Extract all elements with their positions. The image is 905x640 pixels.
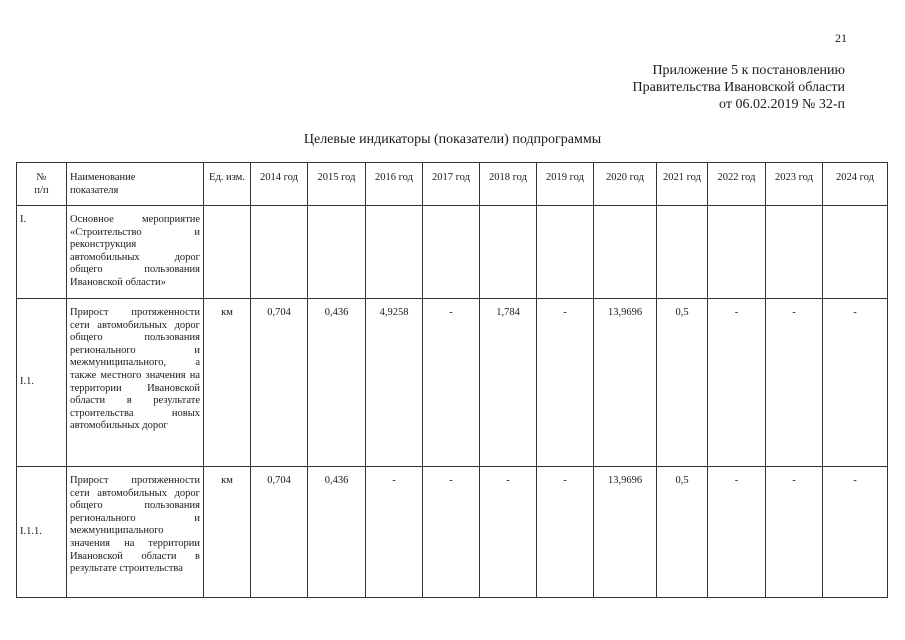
row-value: - xyxy=(823,467,888,598)
row-indicator-name: Основное мероприятие «Строительство и реконструкция автомобильных дорог общего пользования Ивановской области» xyxy=(67,206,204,299)
header-year: 2014 год xyxy=(251,163,308,206)
row-number: I.1.1. xyxy=(17,467,67,598)
header-year: 2023 год xyxy=(766,163,823,206)
row-value: - xyxy=(766,299,823,467)
header-year: 2017 год xyxy=(423,163,480,206)
table-row xyxy=(17,206,888,299)
row-value: 0,436 xyxy=(308,467,366,598)
row-indicator-name: Прирост протяженности сети автомобильных дорог общего пользования регионального и межмуниципального, а также местного значения на территории Ивановской области в результате строительства новых автомобильных дорог xyxy=(67,299,204,467)
row-value: - xyxy=(708,467,766,598)
row-value: - xyxy=(423,467,480,598)
row-value xyxy=(251,206,308,299)
row-value xyxy=(823,206,888,299)
row-value: - xyxy=(480,467,537,598)
table-row xyxy=(17,299,888,467)
row-value xyxy=(766,206,823,299)
row-value: 13,9696 xyxy=(594,467,657,598)
header-year: 2018 год xyxy=(480,163,537,206)
appendix-reference xyxy=(633,62,845,113)
row-value: 0,436 xyxy=(308,299,366,467)
header-year: 2016 год xyxy=(366,163,423,206)
row-unit xyxy=(204,206,251,299)
header-year: 2020 год xyxy=(594,163,657,206)
header-year: 2019 год xyxy=(537,163,594,206)
row-value xyxy=(366,206,423,299)
row-value: - xyxy=(766,467,823,598)
row-value: 13,9696 xyxy=(594,299,657,467)
row-unit: км xyxy=(204,467,251,598)
indicators-table xyxy=(16,162,888,598)
document-title: Целевые индикаторы (показатели) подпрограммы xyxy=(303,132,602,147)
appendix-line-2: Правительства Ивановской области xyxy=(632,80,845,95)
header-year: 2022 год xyxy=(708,163,766,206)
row-value: - xyxy=(423,299,480,467)
row-number: I.1. xyxy=(17,299,67,467)
row-value: - xyxy=(823,299,888,467)
header-year: 2015 год xyxy=(308,163,366,206)
appendix-line-3: от 06.02.2019 № 32-п xyxy=(719,97,845,112)
row-value xyxy=(537,206,594,299)
row-value: 0,5 xyxy=(657,299,708,467)
header-number: № п/п xyxy=(17,163,67,206)
row-value: - xyxy=(537,299,594,467)
header-year: 2021 год xyxy=(657,163,708,206)
row-value xyxy=(594,206,657,299)
row-value: 0,5 xyxy=(657,467,708,598)
row-value: 1,784 xyxy=(480,299,537,467)
row-value xyxy=(657,206,708,299)
row-value xyxy=(308,206,366,299)
row-value: - xyxy=(366,467,423,598)
row-value: - xyxy=(708,299,766,467)
header-indicator-name: Наименование показателя xyxy=(67,163,204,206)
row-value: 0,704 xyxy=(251,299,308,467)
row-unit: км xyxy=(204,299,251,467)
row-value: - xyxy=(537,467,594,598)
row-indicator-name: Прирост протяженности сети автомобильных дорог общего пользования регионального и межмуниципального значения на территории Ивановской области в результате строительства xyxy=(67,467,204,598)
row-value: 4,9258 xyxy=(366,299,423,467)
table-row xyxy=(17,467,888,598)
row-number: I. xyxy=(17,206,67,299)
row-value xyxy=(480,206,537,299)
appendix-line-1: Приложение 5 к постановлению xyxy=(652,63,845,78)
page-number: 21 xyxy=(835,31,847,45)
table-header-row xyxy=(17,163,888,206)
row-value xyxy=(708,206,766,299)
row-value: 0,704 xyxy=(251,467,308,598)
header-year: 2024 год xyxy=(823,163,888,206)
row-value xyxy=(423,206,480,299)
header-unit: Ед. изм. xyxy=(204,163,251,206)
